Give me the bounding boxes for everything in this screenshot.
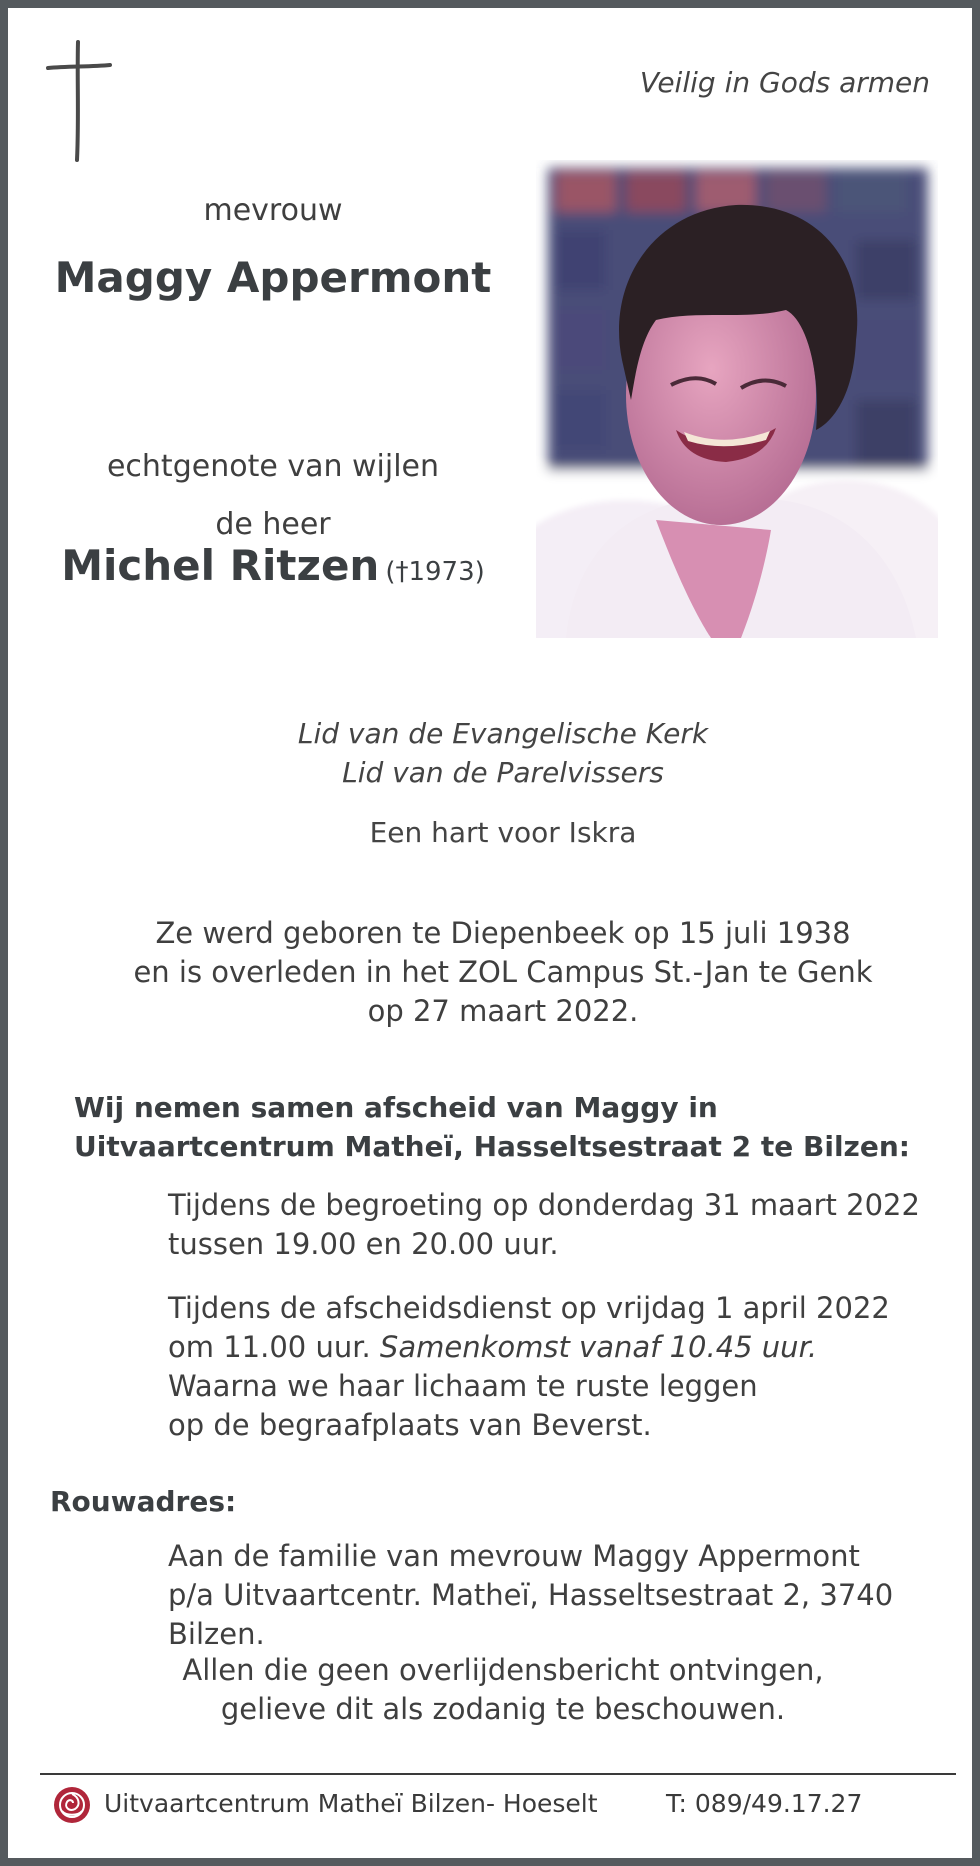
mourning-address-line2: p/a Uitvaartcentr. Matheï, Hasseltsestraat 2, 3740 Bilzen.	[168, 1578, 894, 1651]
spouse-name-block	[38, 541, 508, 590]
biography-line2: en is overleden in het ZOL Campus St.-Jan te Genk	[133, 955, 873, 989]
membership-club: Lid van de Parelvissers	[342, 756, 664, 789]
service-line1: Tijdens de afscheidsdienst op vrijdag 1 april 2022	[168, 1291, 890, 1325]
deceased-title: mevrouw	[203, 193, 343, 228]
service-gathering: Samenkomst vanaf 10.45 uur.	[379, 1330, 818, 1364]
notice-line1: Allen die geen overlijdensbericht ontvingen,	[182, 1653, 824, 1687]
funeral-home-name: Uitvaartcentrum Matheï Bilzen- Hoeselt	[104, 1789, 598, 1818]
biography-line1: Ze werd geboren te Diepenbeek op 15 juli 1938	[155, 916, 851, 950]
mourning-address-line1: Aan de familie van mevrouw Maggy Appermont	[168, 1539, 860, 1573]
farewell-heading-line2: Uitvaartcentrum Matheï, Hasseltsestraat 2 te Bilzen:	[74, 1130, 910, 1163]
service-line3: Waarna we haar lichaam te ruste leggen	[168, 1369, 758, 1403]
service-details	[168, 1289, 968, 1445]
farewell-heading	[74, 1088, 934, 1166]
mourning-address	[168, 1537, 968, 1654]
service-time: om 11.00 uur.	[168, 1330, 371, 1364]
farewell-heading-line1: Wij nemen samen afscheid van Maggy in	[74, 1091, 718, 1124]
biography-line3: op 27 maart 2022.	[367, 994, 639, 1028]
deceased-name: Maggy Appermont	[54, 253, 492, 302]
spouse-death-year: (†1973)	[385, 557, 485, 587]
visitation-details	[168, 1186, 968, 1264]
rose-logo-icon	[52, 1785, 92, 1825]
heart-for-iskra: Een hart voor Iskra	[369, 816, 637, 849]
funeral-home-phone: T: 089/49.17.27	[666, 1789, 863, 1818]
membership-church: Lid van de Evangelische Kerk	[297, 717, 709, 750]
service-line4: op de begraafplaats van Beverst.	[168, 1408, 652, 1442]
spouse-intro-line1: echtgenote van wijlen	[106, 449, 440, 484]
notice	[88, 1651, 918, 1729]
spouse-intro	[68, 438, 478, 554]
visitation-line2: tussen 19.00 en 20.00 uur.	[168, 1227, 559, 1261]
spouse-intro-line2: de heer	[215, 507, 331, 542]
portrait-photo	[536, 160, 938, 638]
mourning-address-heading: Rouwadres:	[50, 1485, 237, 1518]
memberships	[108, 714, 898, 792]
spouse-name: Michel Ritzen	[61, 541, 380, 590]
biography	[68, 914, 938, 1031]
cross-icon	[44, 38, 114, 166]
visitation-line1: Tijdens de begroeting op donderdag 31 maart 2022	[168, 1188, 920, 1222]
footer-divider	[40, 1773, 956, 1775]
motto: Veilig in Gods armen	[639, 66, 930, 99]
service-line2	[168, 1328, 968, 1367]
notice-line2: gelieve dit als zodanig te beschouwen.	[220, 1692, 786, 1726]
